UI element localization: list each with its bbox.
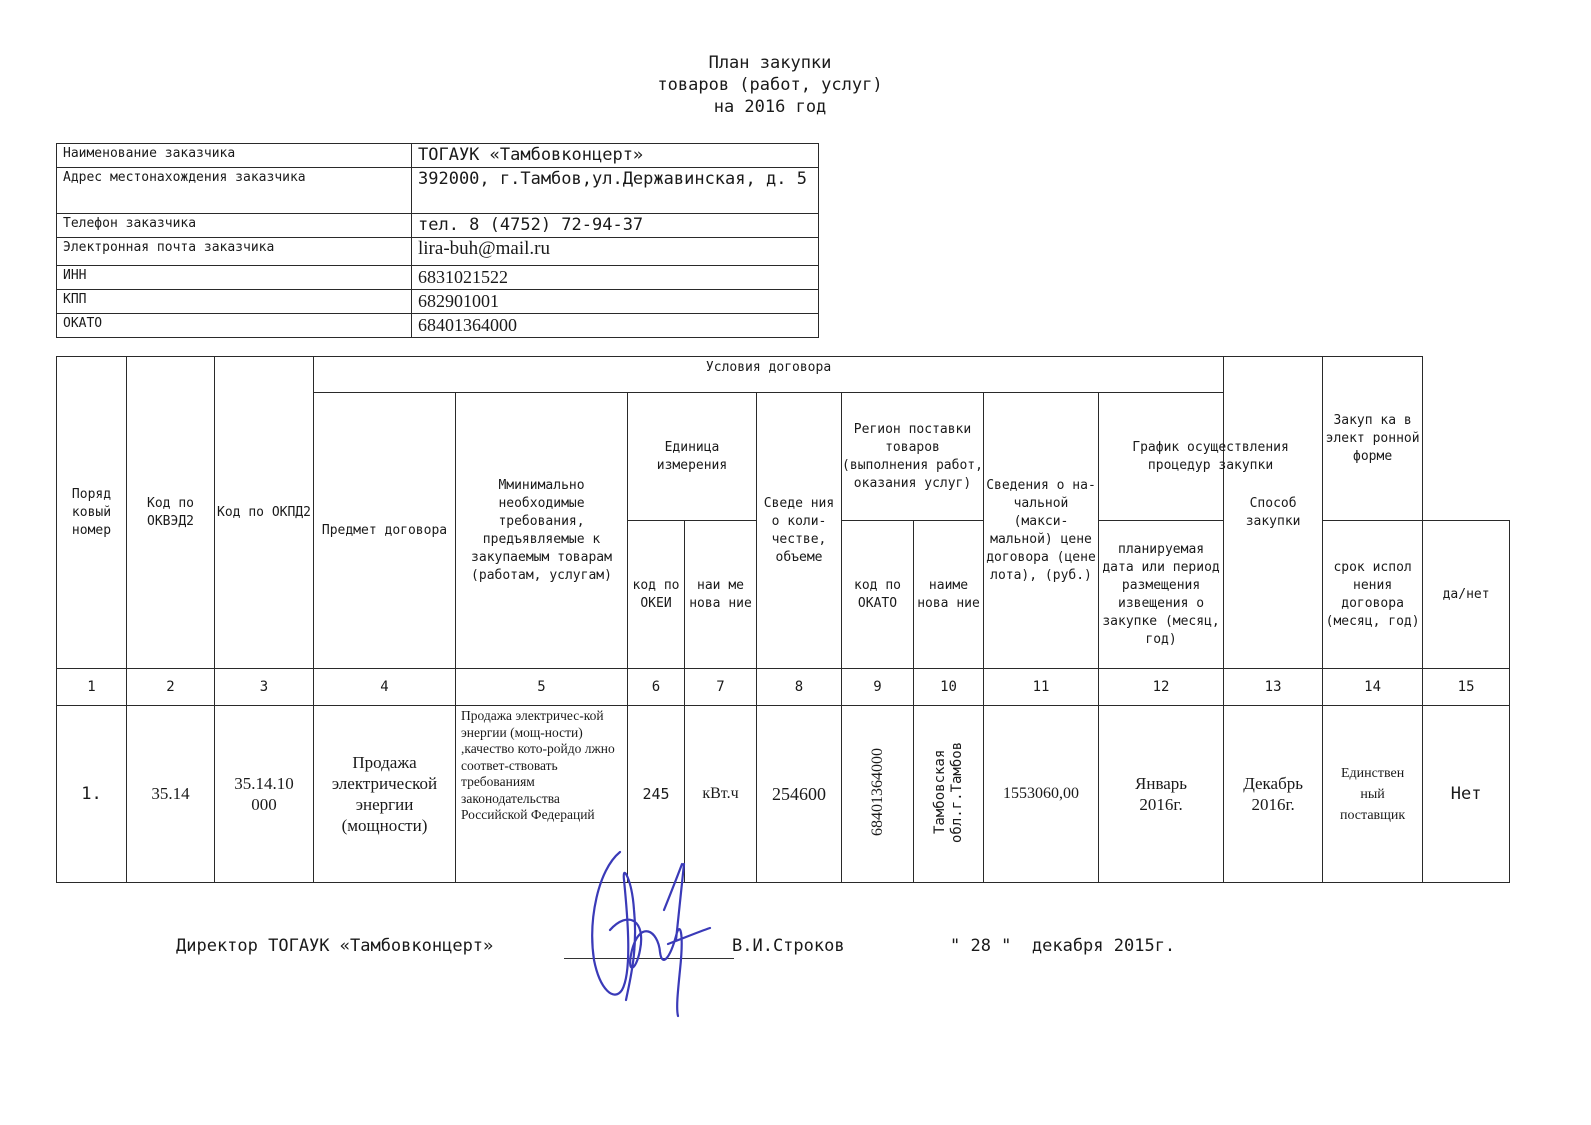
customer-address-value: 392000, г.Тамбов,ул.Державинская, д. 5	[412, 168, 819, 214]
col-okpd-header: Код по ОКПД2	[215, 357, 314, 669]
customer-label: КПП	[57, 290, 412, 314]
column-number: 6	[628, 669, 685, 706]
column-number: 1	[57, 669, 127, 706]
customer-okato-value: 68401364000	[412, 314, 819, 338]
column-number: 3	[215, 669, 314, 706]
region-code-cell	[842, 706, 914, 883]
col-schedule-header: График осуществления процедур закупки	[1099, 393, 1323, 521]
order-number-cell: 1.	[57, 706, 127, 883]
column-number: 13	[1224, 669, 1323, 706]
col-unit-header: Единица измерения	[628, 393, 757, 521]
customer-phone-value: тел. 8 (4752) 72-94-37	[412, 214, 819, 238]
col-price-header: Сведения о на- чальной (макси- мальной) цене договора (цене лота), (руб.)	[984, 393, 1099, 669]
handwritten-signature	[580, 840, 730, 1020]
customer-row-address	[57, 168, 819, 214]
customer-inn-value: 6831021522	[412, 266, 819, 290]
requirements-cell: Продажа электричес-кой энергии (мощ-ности) ,качество кото-ройдо лжно соответ-ствовать требованиям законодательства Российской Федераций	[456, 706, 628, 883]
col-region-header: Регион поставки товаров (выполнения работ, оказания услуг)	[842, 393, 984, 521]
col-quantity-header: Сведе ния о коли- честве, объеме	[757, 393, 842, 669]
column-numbers-row	[57, 669, 1510, 706]
procurement-plan-table	[56, 356, 1510, 883]
col-unit-code-header: код по ОКЕИ	[628, 521, 685, 669]
region-name-text: Тамбовская обл.г.Тамбов	[931, 741, 965, 843]
document-title	[560, 52, 980, 118]
customer-label: Адрес местонахождения заказчика	[57, 168, 412, 214]
contract-terms-header: Условия договора	[314, 357, 1224, 393]
customer-label: Телефон заказчика	[57, 214, 412, 238]
customer-row-inn	[57, 266, 819, 290]
customer-row-okato	[57, 314, 819, 338]
col-region-code-header: код по ОКАТО	[842, 521, 914, 669]
title-line-2: товаров (работ, услуг)	[657, 75, 883, 95]
title-line-1: План закупки	[708, 53, 832, 73]
customer-row-email	[57, 238, 819, 266]
region-name-cell	[914, 706, 984, 883]
column-number: 12	[1099, 669, 1224, 706]
column-number: 15	[1423, 669, 1510, 706]
method-cell: Единствен ный поставщик	[1323, 706, 1423, 883]
signatory-name: В.И.Строков	[732, 936, 845, 956]
price-cell: 1553060,00	[984, 706, 1099, 883]
column-number: 11	[984, 669, 1099, 706]
customer-label: Электронная почта заказчика	[57, 238, 412, 266]
col-requirements-header: Мминимально необходимые требования, предъявляемые к закупаемым товарам (работам, услугам)	[456, 393, 628, 669]
col-term-header: срок испол нения договора (месяц, год)	[1323, 521, 1423, 669]
region-code-text: 68401364000	[868, 748, 886, 836]
customer-info-table	[56, 143, 819, 338]
customer-row-phone	[57, 214, 819, 238]
column-number: 7	[685, 669, 757, 706]
signatory-position: Директор ТОГАУК «Тамбовконцерт»	[176, 936, 494, 956]
signature-stroke	[592, 852, 710, 1016]
column-number: 9	[842, 669, 914, 706]
subject-cell: Продажа электрической энергии (мощности)	[314, 706, 456, 883]
electronic-cell: Нет	[1423, 706, 1510, 883]
col-method-header: Способ закупки	[1224, 357, 1323, 669]
col-okved-header: Код по ОКВЭД2	[127, 357, 215, 669]
col-planned-date-header: планируемая дата или период размещения извещения о закупке (месяц, год)	[1099, 521, 1224, 669]
column-number: 5	[456, 669, 628, 706]
customer-row-kpp	[57, 290, 819, 314]
customer-row-name	[57, 144, 819, 168]
customer-label: ОКАТО	[57, 314, 412, 338]
planned-date-cell: Январь 2016г.	[1099, 706, 1224, 883]
column-number: 8	[757, 669, 842, 706]
term-cell: Декабрь 2016г.	[1224, 706, 1323, 883]
customer-label: Наименование заказчика	[57, 144, 412, 168]
column-number: 2	[127, 669, 215, 706]
customer-email-value: lira-buh@mail.ru	[412, 238, 819, 266]
signature-date: " 28 " декабря 2015г.	[950, 936, 1176, 956]
col-region-name-header: наиме нова ние	[914, 521, 984, 669]
col-order-number-header: Поряд ковый номер	[57, 357, 127, 669]
column-number: 4	[314, 669, 456, 706]
okved-cell: 35.14	[127, 706, 215, 883]
col-electronic-yn-header: да/нет	[1423, 521, 1510, 669]
title-line-3: на 2016 год	[713, 97, 827, 117]
okpd-cell: 35.14.10 000	[215, 706, 314, 883]
col-subject-header: Предмет договора	[314, 393, 456, 669]
customer-name-value: ТОГАУК «Тамбовконцерт»	[412, 144, 819, 168]
col-unit-name-header: наи ме нова ние	[685, 521, 757, 669]
customer-label: ИНН	[57, 266, 412, 290]
unit-code-cell: 245	[628, 706, 685, 883]
table-row	[57, 706, 1510, 883]
customer-kpp-value: 682901001	[412, 290, 819, 314]
col-electronic-header: Закуп ка в элект ронной форме	[1323, 357, 1423, 521]
unit-name-cell: кВт.ч	[685, 706, 757, 883]
header-row-1	[57, 357, 1510, 393]
column-number: 14	[1323, 669, 1423, 706]
quantity-cell: 254600	[757, 706, 842, 883]
column-number: 10	[914, 669, 984, 706]
